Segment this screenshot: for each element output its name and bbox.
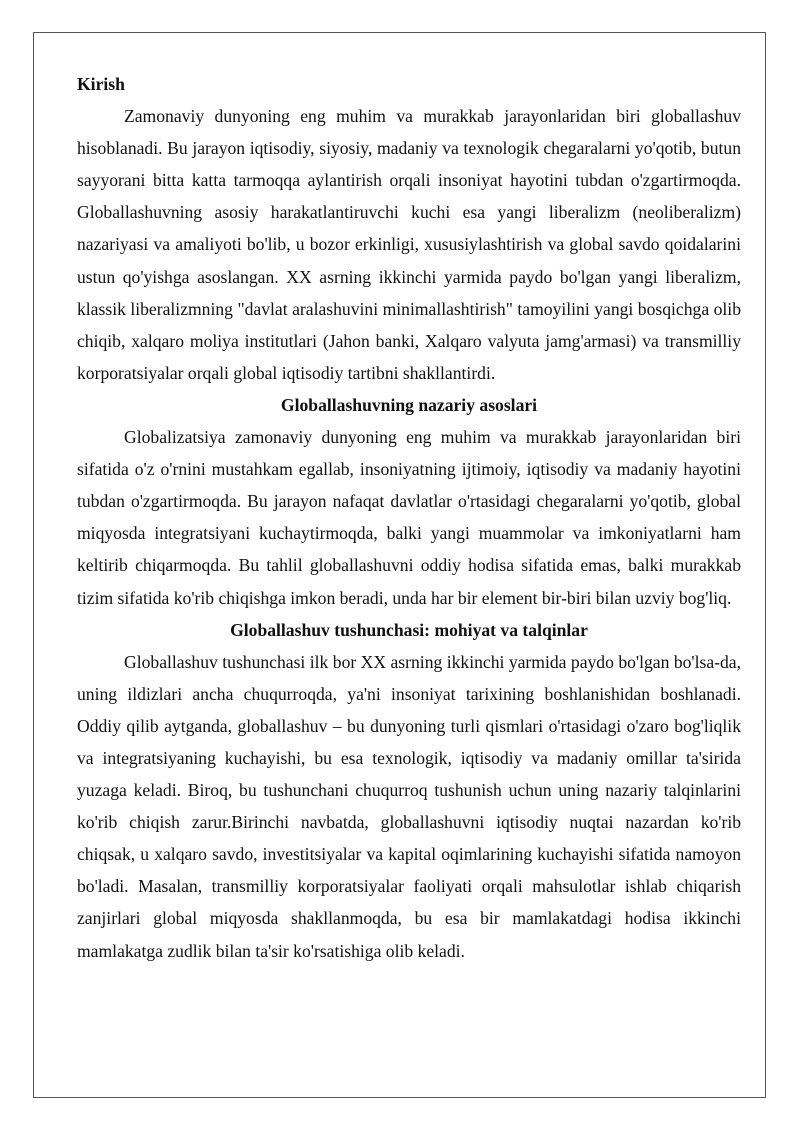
paragraph-introduction: Zamonaviy dunyoning eng muhim va murakkab jarayonlaridan biri globallashuv hisoblanadi. Bu jarayon iqtisodiy, siyosiy, madaniy va texnologik chegaralarni yo'qotib, butun sayyorani bitta katta tarmoqqa aylantirish orqali insoniyat hayotini tubdan o'zgartirmoqda. Globallashuvning asosiy harakatlantiruvchi kuchi esa yangi liberalizm (neoliberalizm) nazariyasi va amaliyoti bo'lib, u bozor erkinligi, xususiylashtirish va global savdo qoidalarini ustun qo'yishga asoslangan. XX asrning ikkinchi yarmida paydo bo'lgan yangi liberalizm, klassik liberalizmning "davlat aralashuvini minimallashtirish" tamoyilini yangi bosqichga olib chiqib, xalqaro moliya institutlari (Jahon banki, Xalqaro valyuta jamg'armasi) va transmilliy korporatsiyalar orqali global iqtisodiy tartibni shakllantirdi. — [77, 106, 741, 383]
paragraph-concept: Globallashuv tushunchasi ilk bor XX asrning ikkinchi yarmida paydo bo'lgan bo'lsa-da, uning ildizlari ancha chuqurroqda, ya'ni insoniyat tarixining boshlanishidan boshlanadi. Oddiy qilib aytganda, globallashuv – bu dunyoning turli qismlari o'rtasidagi o'zaro bog'liqlik va integratsiyaning kuchayishi, bu esa texnologik, iqtisodiy va madaniy omillar ta'sirida yuzaga keladi. Biroq, bu tushunchani chuqurroq tushunish uchun uning nazariy talqinlarini ko'rib chiqish zarur.Birinchi navbatda, globallashuvni iqtisodiy nuqtai nazardan ko'rib chiqsak, u xalqaro savdo, investitsiyalar va kapital oqimlarining kuchayishi sifatida namoyon bo'ladi. Masalan, transmilliy korporatsiyalar faoliyati orqali mahsulotlar ishlab chiqarish zanjirlari global miqyosda shakllanmoqda, bu esa bir mamlakatdagi hodisa ikkinchi mamlakatga zudlik bilan ta'sir ko'rsatishiga olib keladi. — [77, 651, 741, 961]
document-body — [77, 68, 741, 967]
section-heading-kirish: Kirish — [77, 74, 125, 94]
paragraph-theory: Globalizatsiya zamonaviy dunyoning eng muhim va murakkab jarayonlaridan biri sifatida o'z o'rnini mustahkam egallab, insoniyatning ijtimoiy, iqtisodiy va madaniy hayotini tubdan o'zgartirmoqda. Bu jarayon nafaqat davlatlar o'rtasidagi chegaralarni yo'qotib, global miqyosda integratsiyani kuchaytirmoqda, balki yangi muammolar va imkoniyatlarni ham keltirib chiqarmoqda. Bu tahlil globallashuvni oddiy hodisa sifatida emas, balki murakkab tizim sifatida ko'rib chiqishga imkon beradi, unda har bir element bir-biri bilan uzviy bog'liq. — [77, 427, 741, 608]
section-heading-concept: Globallashuv tushunchasi: mohiyat va talqinlar — [230, 619, 588, 640]
section-heading-theory: Globallashuvning nazariy asoslari — [280, 394, 538, 415]
